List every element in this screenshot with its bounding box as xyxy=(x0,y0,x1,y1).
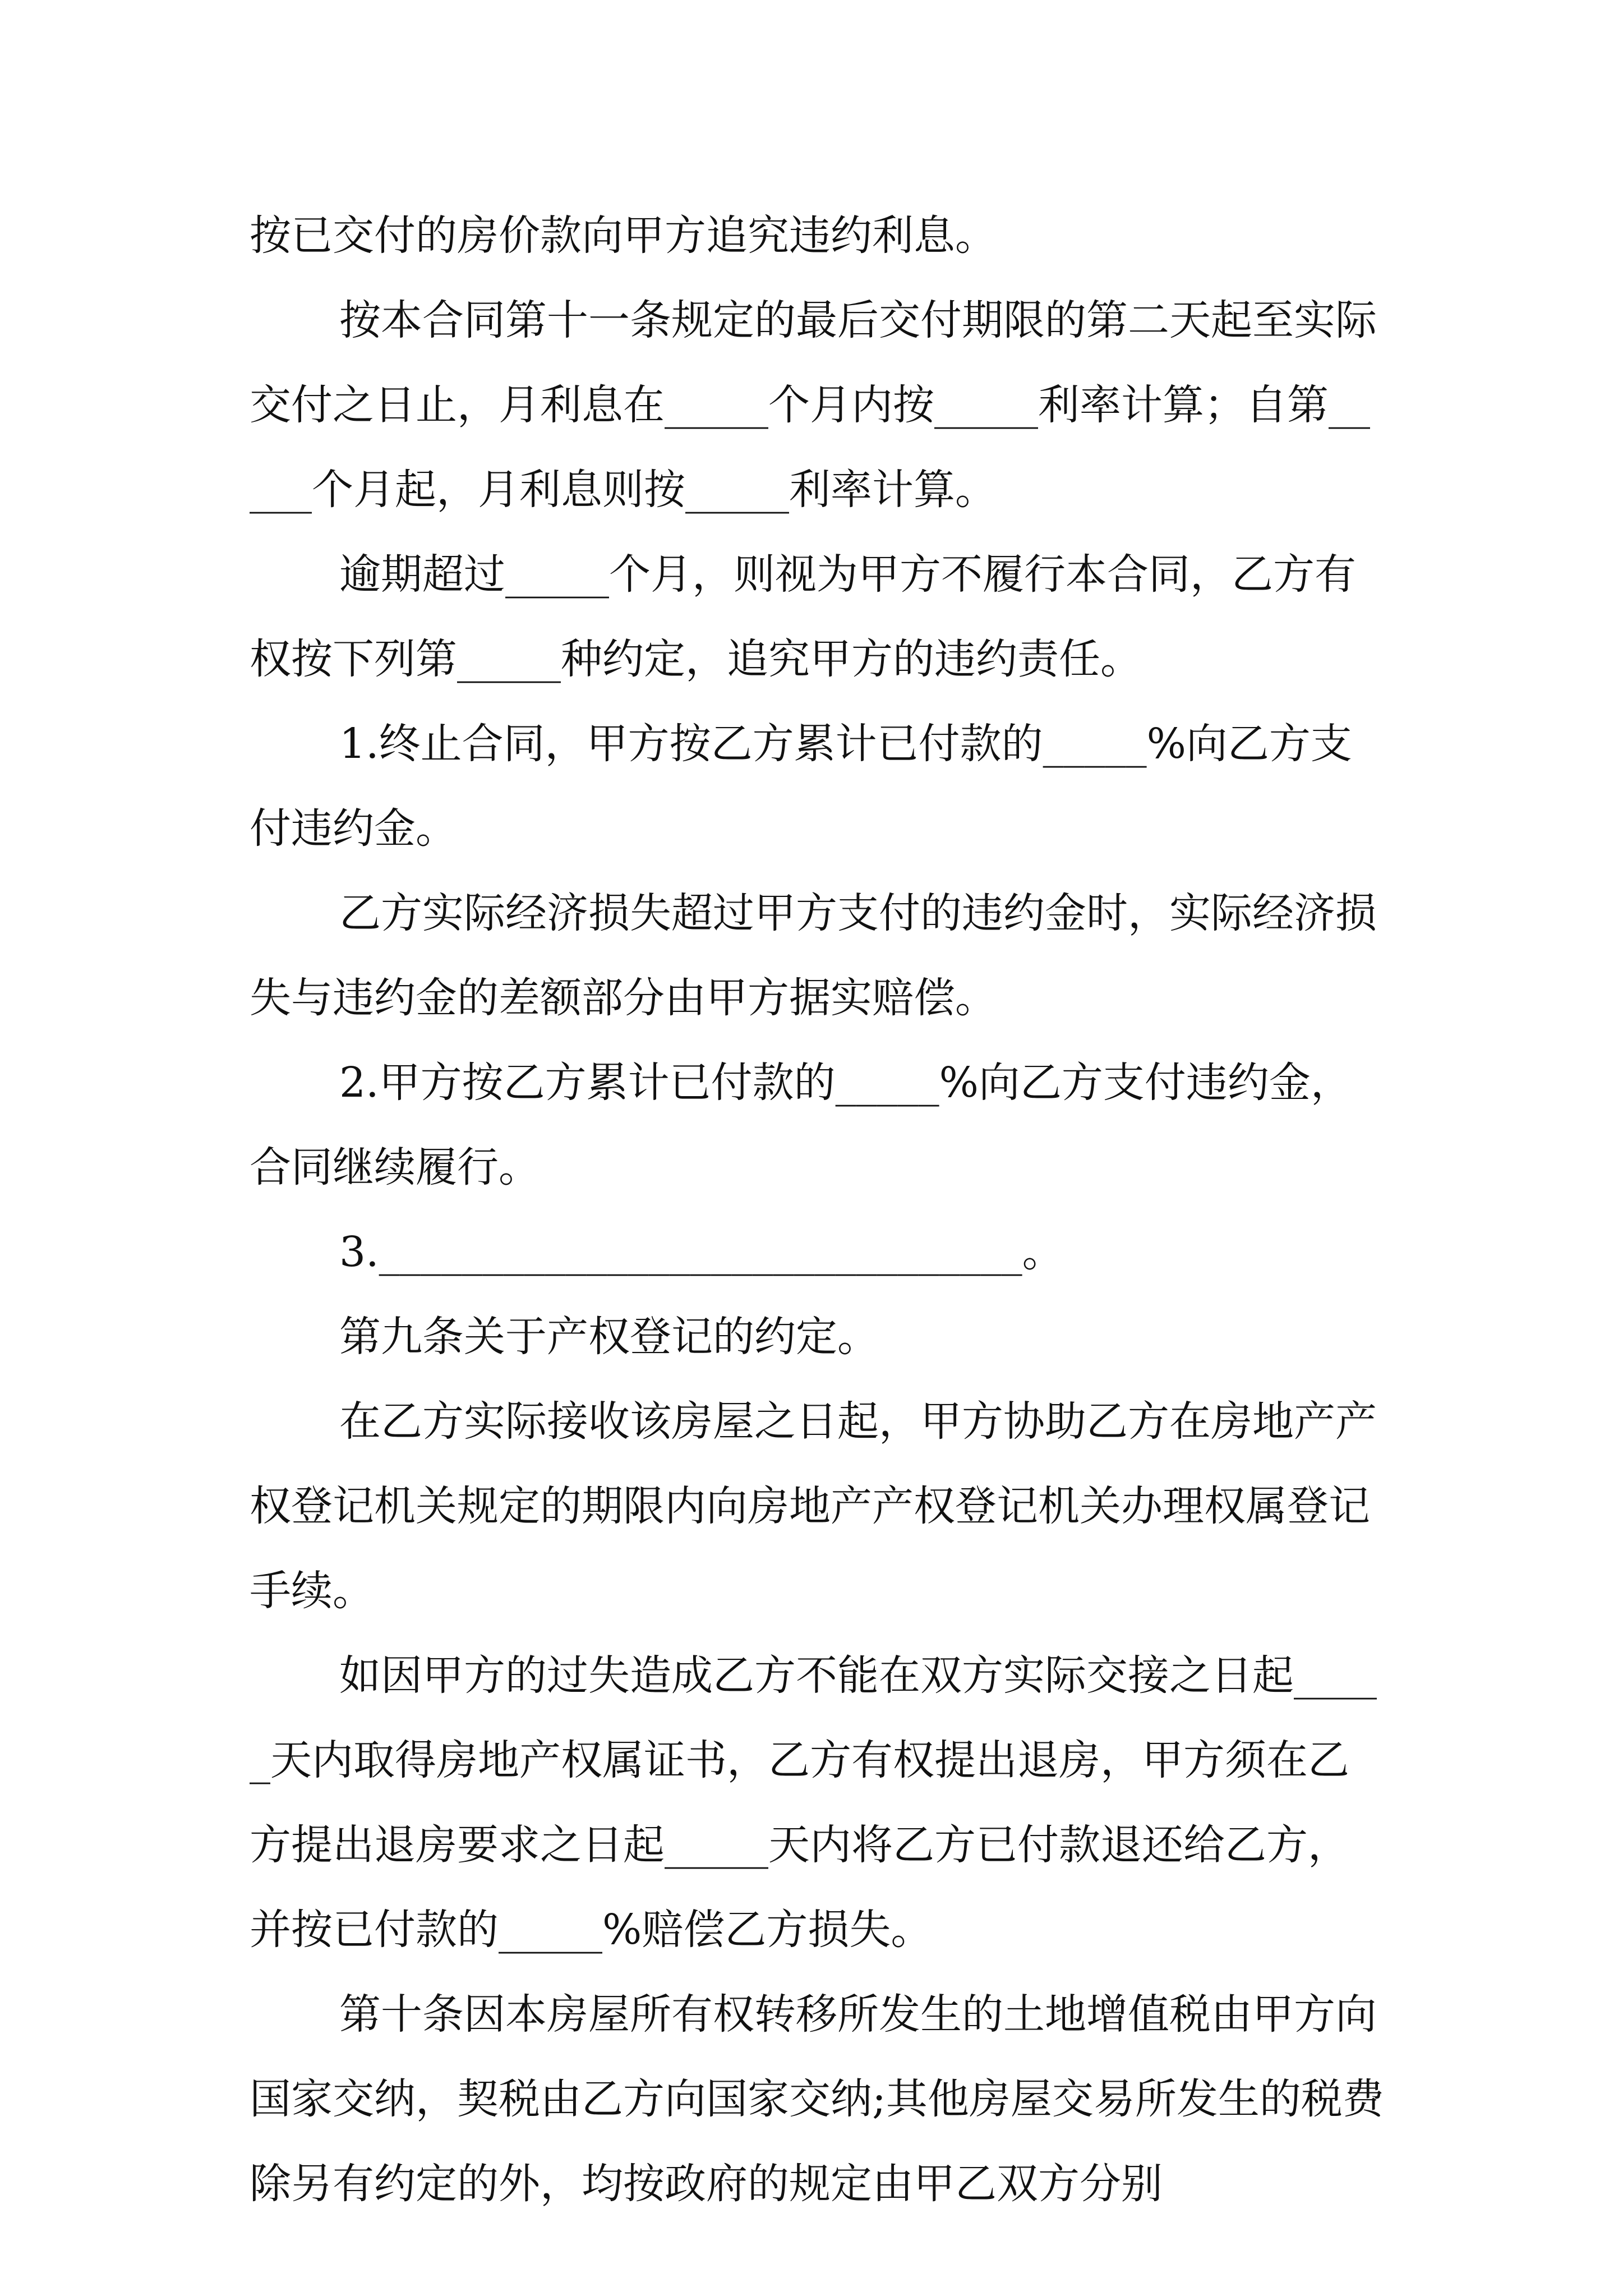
paragraph-overdue-breach: 逾期超过_____个月，则视为甲方不履行本合同，乙方有权按下列第_____种约定，追究甲方的违约责任。 xyxy=(250,550,1356,683)
article-10-taxes: 第十条因本房屋所有权转移所发生的土地增值税由甲方向国家交纳，契税由乙方向国家交纳;其他房屋交易所发生的税费除另有约定的外，均按政府的规定由甲乙双方分别 xyxy=(250,1990,1384,2208)
document-body xyxy=(250,194,1388,2226)
article-9-heading: 第九条关于产权登记的约定。 xyxy=(339,1313,879,1361)
paragraph-option-1-terminate: 1.终止合同，甲方按乙方累计已付款的_____%向乙方支付违约金。 xyxy=(250,720,1352,853)
paragraph-option-2-continue: 2.甲方按乙方累计已付款的_____%向乙方支付违约金，合同继续履行。 xyxy=(250,1059,1352,1191)
paragraph-option-3-blank: 3._______________________________。 xyxy=(339,1228,1064,1276)
paragraph-interest-calculation: 按本合同第十一条规定的最后交付期限的第二天起至实际交付之日止，月利息在_____个月内按_____利率计算；自第_____个月起，月利息则按_____利率计算。 xyxy=(250,296,1377,514)
paragraph-property-registration: 在乙方实际接收该房屋之日起，甲方协助乙方在房地产产权登记机关规定的期限内向房地产产权登记机关办理权属登记手续。 xyxy=(250,1397,1377,1615)
paragraph-actual-loss-compensation: 乙方实际经济损失超过甲方支付的违约金时，实际经济损失与违约金的差额部分由甲方据实赔偿。 xyxy=(250,889,1377,1022)
paragraph-interest-continued: 按已交付的房价款向甲方追究违约利息。 xyxy=(250,211,997,260)
paragraph-seller-fault-refund: 如因甲方的过失造成乙方不能在双方实际交接之日起_____天内取得房地产权属证书，乙方有权提出退房，甲方须在乙方提出退房要求之日起_____天内将乙方已付款退还给乙方，并按已付款的_____%赔偿乙方损失。 xyxy=(250,1651,1377,1954)
